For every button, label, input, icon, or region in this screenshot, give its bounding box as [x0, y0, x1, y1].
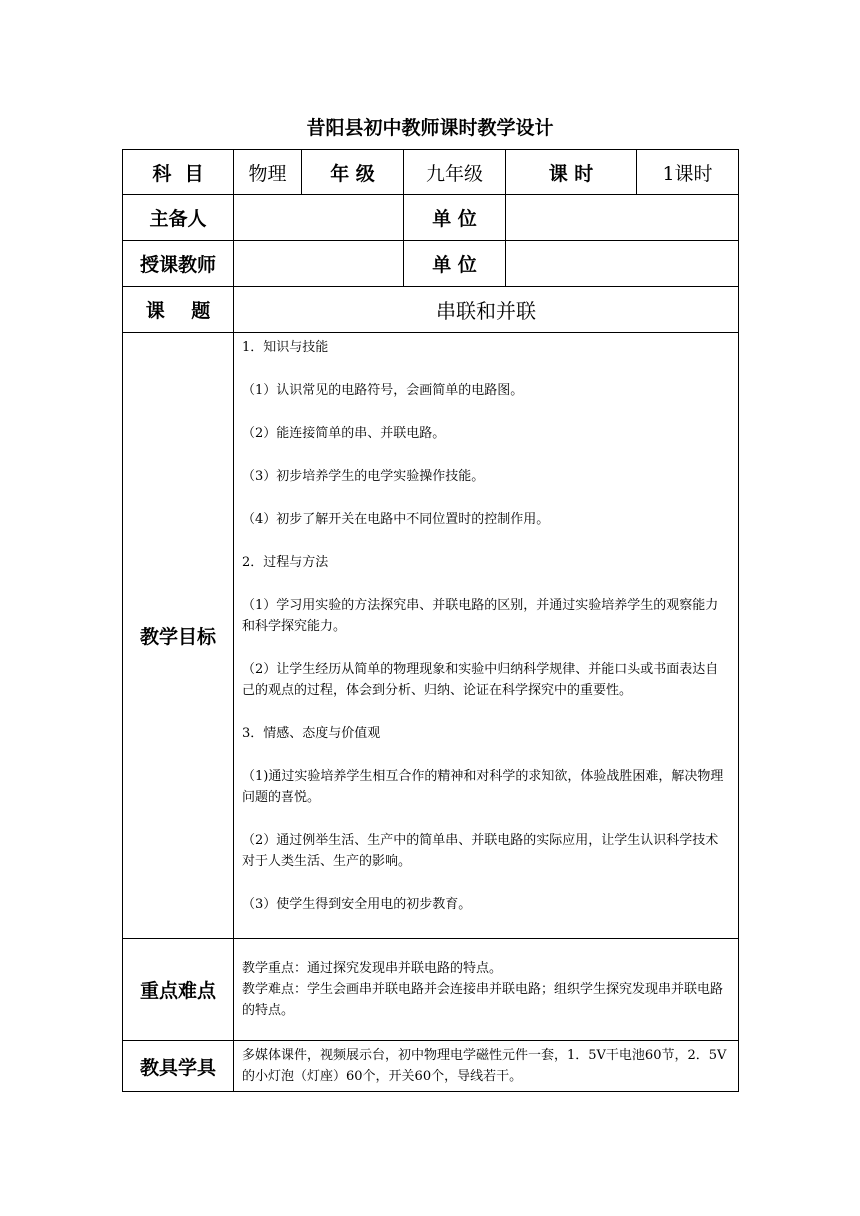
key-points-content — [234, 939, 739, 1041]
table-row — [123, 333, 739, 939]
objective-line: （3）初步培养学生的电学实验操作技能。 — [242, 469, 485, 484]
objective-line: （2）让学生经历从简单的物理现象和实验中归纳科学规律、并能口头或书面表达自己的观点的过程，体会到分析、归纳、论证在科学探究中的重要性。 — [242, 662, 719, 698]
table-row — [123, 287, 739, 333]
teacher-unit-label: 单 位 — [404, 241, 506, 287]
grade-value: 九年级 — [404, 150, 506, 195]
key-points-label: 重点难点 — [123, 939, 234, 1041]
objectives-content — [234, 333, 739, 939]
objectives-label: 教学目标 — [123, 333, 234, 939]
subject-label: 科 目 — [123, 150, 234, 195]
period-label: 课 时 — [506, 150, 637, 195]
objective-line: 2．过程与方法 — [242, 555, 329, 570]
objective-line: 1．知识与技能 — [242, 340, 329, 355]
grade-label: 年 级 — [302, 150, 404, 195]
page-title: 昔阳县初中教师课时教学设计 — [306, 117, 554, 139]
key-difficulty: 教学难点：学生会画串并联电路并会连接串并联电路；组织学生探究发现串并联电路的特点。 — [242, 982, 724, 1018]
materials-text: 多媒体课件，视频展示台，初中物理电学磁性元件一套，1．5V干电池60节，2．5V的小灯泡（灯座）60个，开关60个，导线若干。 — [242, 1048, 727, 1084]
objective-line: （2）能连接简单的串、并联电路。 — [242, 426, 446, 441]
objective-line: （4）初步了解开关在电路中不同位置时的控制作用。 — [242, 512, 550, 527]
lead-preparer-value — [234, 195, 404, 241]
objective-line: 3．情感、态度与价值观 — [242, 726, 381, 741]
period-value: 1课时 — [637, 150, 739, 195]
unit-label: 单 位 — [404, 195, 506, 241]
objective-line: （2）通过例举生活、生产中的简单串、并联电路的实际应用，让学生认识科学技术对于人类生活、生产的影响。 — [242, 833, 719, 869]
teacher-value — [234, 241, 404, 287]
key-focus: 教学重点：通过探究发现串并联电路的特点。 — [242, 961, 503, 976]
objective-line: （1）学习用实验的方法探究串、并联电路的区别，并通过实验培养学生的观察能力和科学探究能力。 — [242, 598, 719, 634]
materials-label: 教具学具 — [123, 1041, 234, 1092]
table-row — [123, 939, 739, 1041]
topic-label: 课 题 — [123, 287, 234, 333]
table-row — [123, 241, 739, 287]
teacher-unit-value — [506, 241, 739, 287]
lesson-plan-table — [122, 149, 739, 1092]
table-row — [123, 1041, 739, 1092]
table-row — [123, 195, 739, 241]
table-row — [123, 150, 739, 195]
subject-value: 物理 — [234, 150, 302, 195]
materials-content — [234, 1041, 739, 1092]
unit-value — [506, 195, 739, 241]
objective-line: （3）使学生得到安全用电的初步教育。 — [242, 897, 472, 912]
topic-value: 串联和并联 — [234, 287, 739, 333]
teacher-label: 授课教师 — [123, 241, 234, 287]
objective-line: （1)通过实验培养学生相互合作的精神和对科学的求知欲，体验战胜困难，解决物理问题的喜悦。 — [242, 769, 724, 805]
objective-line: （1）认识常见的电路符号，会画简单的电路图。 — [242, 383, 524, 398]
lead-preparer-label: 主备人 — [123, 195, 234, 241]
